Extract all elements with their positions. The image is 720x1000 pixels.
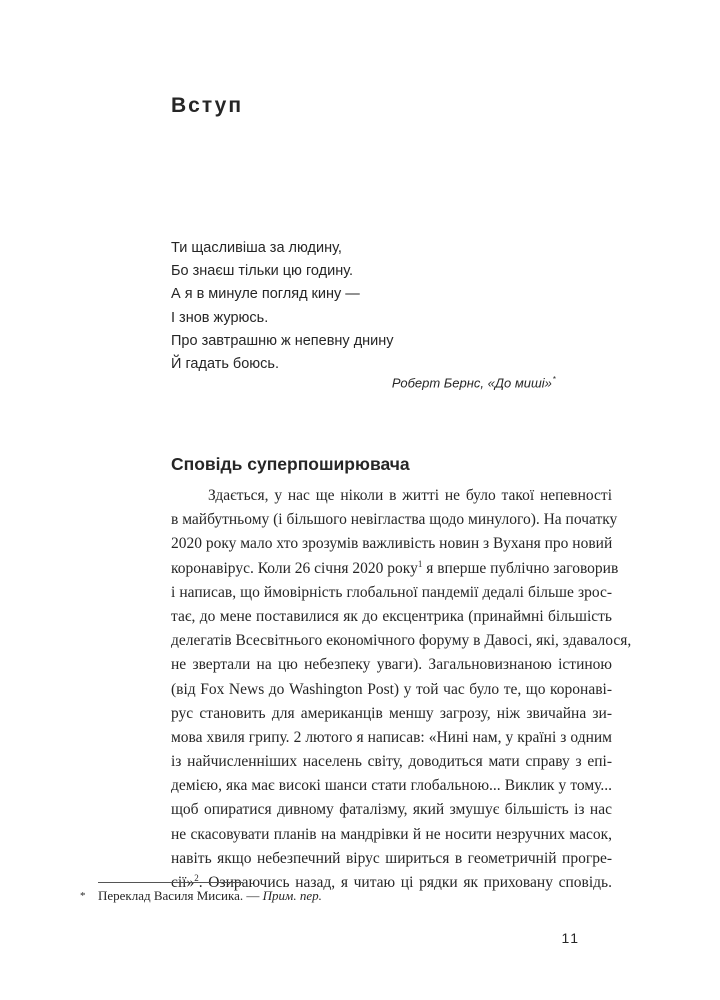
- epigraph-line: Бо знаєш тільки цю годину.: [171, 263, 354, 280]
- body-line: (від Fox News до Washington Post) у той час було те, що коронаві-: [171, 680, 612, 698]
- body-line: Здається, у нас ще ніколи в житті не було такої непевності: [208, 487, 612, 504]
- body-line: щоб опиратися дивному фаталізму, який змушує більшість із нас: [171, 801, 612, 819]
- epigraph-line: І знов журюсь.: [171, 309, 269, 326]
- body-line: із найчисленніших населень світу, доводиться мати справу з епі-: [171, 753, 612, 771]
- body-line: рус становить для американців меншу загрозу, ніж звичайна зи-: [171, 704, 612, 722]
- epigraph-attribution: [171, 375, 556, 390]
- section-title: Сповідь суперпоширювача: [171, 454, 410, 474]
- chapter-title: Вступ: [171, 94, 244, 117]
- body-line: 2020 року мало хто зрозумів важливість новин з Вуханя про новий: [171, 535, 613, 553]
- body-line-part: я вперше публічно заговорив: [422, 559, 619, 577]
- body-line: навіть якщо небезпечний вірус шириться в геометричній прогре-: [171, 849, 612, 867]
- footnote-reference-asterisk: *: [552, 375, 556, 384]
- footnote-divider: [98, 882, 243, 883]
- body-line: не звертали на цю небезпеку уваги). Загальновизнаною істиною: [171, 656, 612, 674]
- body-line-with-footnote: [171, 557, 619, 581]
- footnote-note: Прим. пер.: [262, 888, 322, 903]
- footnote-reference-1: 1: [417, 558, 423, 569]
- body-line: демією, яка має високі шанси стати глобальною... Виклик у тому...: [171, 777, 612, 795]
- epigraph-poem: [171, 237, 556, 376]
- attribution-text: Роберт Бернс, «До миші»: [391, 375, 552, 391]
- epigraph-line: Й гадать боюсь.: [171, 356, 279, 373]
- epigraph-line: Про завтрашню ж непевну днину: [171, 332, 394, 349]
- footnote-asterisk: *: [80, 890, 86, 902]
- epigraph-line: А я в минуле погляд кину —: [171, 286, 360, 303]
- footnote: [80, 888, 322, 904]
- body-line: тає, до мене поставилися як до ексцентрика (принаймні більшість: [171, 607, 612, 625]
- body-line-part: коронавірус. Коли 26 січня 2020 року: [171, 559, 418, 577]
- body-paragraph: [171, 484, 632, 895]
- footnote-reference-2: 2: [194, 872, 199, 883]
- page-number: 11: [561, 930, 580, 946]
- footnote-text: Переклад Василя Мисика. —: [98, 888, 263, 903]
- body-line: в майбутньому (і більшого невігластва щодо минулого). На початку: [171, 511, 618, 529]
- body-line: делегатів Всесвітнього економічного форуму в Давосі, які, здавалося,: [171, 632, 632, 650]
- body-line-part: . Озираючись назад, я читаю ці рядки як приховану сповідь.: [198, 874, 612, 891]
- body-line: і написав, що ймовірність глобальної пандемії дедалі більше зрос-: [171, 583, 612, 601]
- body-line: не скасовувати планів на мандрівки й не носити незручних масок,: [171, 825, 612, 843]
- body-line: мова хвиля грипу. 2 лютого я написав: «Нині нам, у країні з одним: [171, 728, 612, 746]
- body-line-part: сії»: [171, 874, 195, 891]
- epigraph-line: Ти щасливіша за людину,: [171, 240, 342, 256]
